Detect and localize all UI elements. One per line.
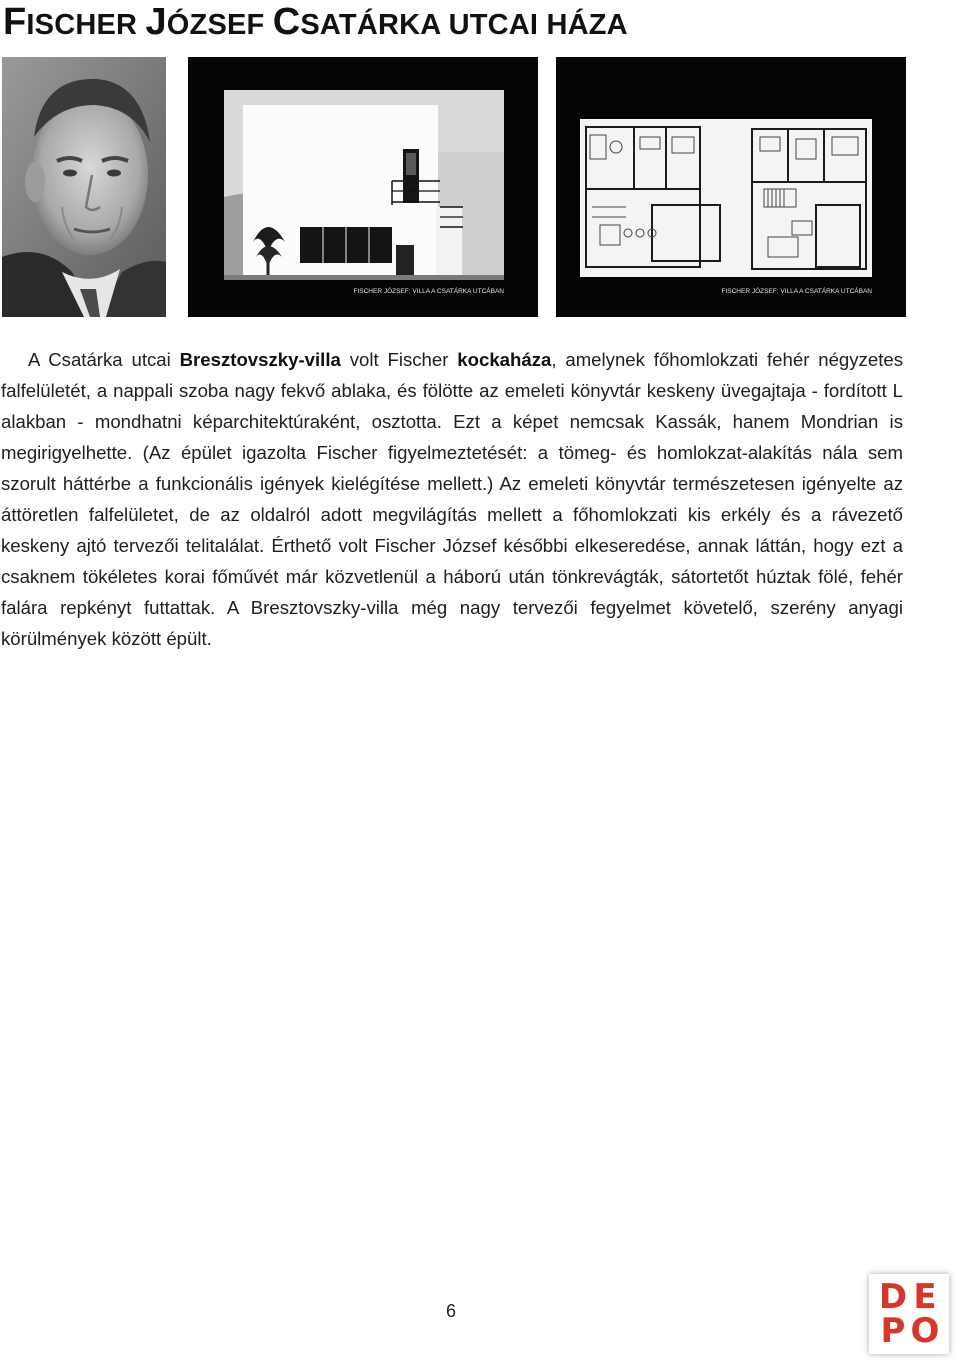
title-part: F (3, 1, 27, 43)
logo-letter: E (913, 1277, 937, 1317)
title-part: J (145, 1, 167, 43)
text-run: , amelynek főhomlokzati fehér négyzetes falfelületét, a nappali szoba nagy fekvő ablaka, és fölötte az emeleti könyvtár keskeny üvegajtaja - fordított L alakban - mondhatni képarchitektúraként, osztotta. Ezt a képet nemcsak Kassák, hanem Mondrian is megirigyelhette. (Az épület igazolta Fischer figyelmeztetését: a tömeg- és homlokzat-alakítás nála sem szorult háttérbe a funkcionális igények kielégítése mellett.) Az emeleti könyvtár természetesen igényelte az áttöretlen falfelületet, de az oldalról adott megvilágítás mellett a főhomlokzati kis erkély és a rávezető keskeny ajtó tervezői telitalálat. Érthető volt Fischer József későbbi elkeseredése, annak láttán, hogy ezt a csaknem tökéletes korai főművét már közvetlenül a háború után tönkrevágták, sátortetőt húztak fölé, fehér falára repkényt futtattak. A Bresztovszky-villa még nagy tervezői fegyelmet követelő, szerény anyagi körülmények között épült. (1, 349, 903, 649)
depo-logo (869, 1274, 949, 1354)
logo-letter: O (910, 1311, 940, 1351)
portrait-photo (2, 57, 166, 317)
title-part: ISCHER (26, 9, 146, 41)
floor-plan-image (556, 57, 906, 317)
bold-term-villa: Bresztovszky-villa (179, 349, 341, 370)
page-number: 6 (446, 1301, 457, 1321)
title-part: C (272, 1, 301, 43)
plan-caption: FISCHER JÓZSEF: VILLA A CSATÁRKA UTCÁBAN (721, 288, 872, 295)
title-part: ÓZSEF (166, 9, 273, 41)
article-paragraph (1, 344, 903, 654)
villa-caption: FISCHER JÓZSEF: VILLA A CSATÁRKA UTCÁBAN (353, 288, 504, 295)
villa-photo (188, 57, 538, 317)
text-run: volt Fischer (340, 349, 458, 370)
page-title (3, 0, 628, 47)
text-run: A Csatárka utcai (28, 349, 180, 370)
bold-term-kockahaza: kockaháza (457, 349, 552, 370)
title-part: SATÁRKA UTCAI HÁZA (300, 9, 628, 41)
logo-letter: P (880, 1311, 906, 1351)
logo-letter: D (878, 1277, 908, 1317)
